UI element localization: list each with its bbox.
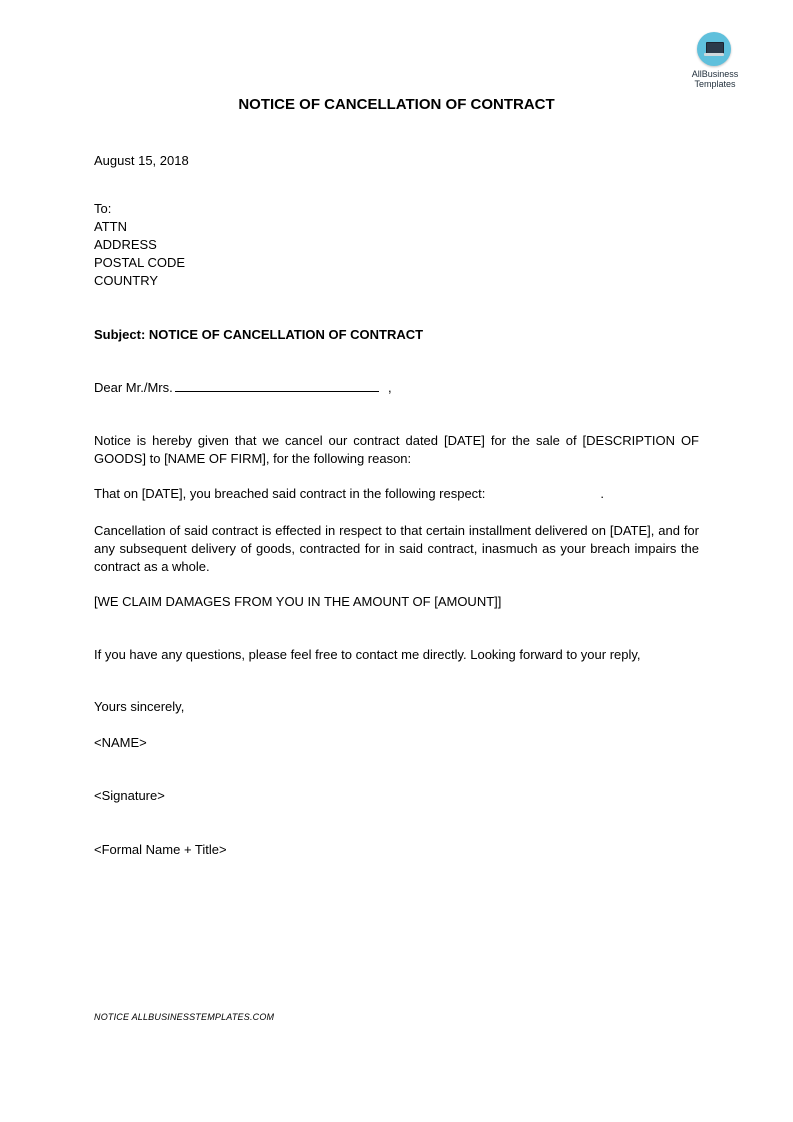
salutation: Dear Mr./Mrs. ,	[94, 380, 392, 395]
paragraph-damages: [WE CLAIM DAMAGES FROM YOU IN THE AMOUNT OF [AMOUNT]]	[94, 594, 502, 609]
formal-name-title: <Formal Name + Title>	[94, 842, 227, 857]
paragraph-breach: That on [DATE], you breached said contract in the following respect: .	[94, 486, 605, 501]
address-attn: ATTN	[94, 219, 127, 234]
laptop-icon	[697, 32, 731, 66]
subject-line: Subject: NOTICE OF CANCELLATION OF CONTRACT	[94, 327, 424, 342]
name-blank-line	[175, 380, 379, 392]
document-title: NOTICE OF CANCELLATION OF CONTRACT	[238, 96, 555, 113]
closing: Yours sincerely,	[94, 699, 185, 714]
paragraph-cancellation: Cancellation of said contract is effected in respect to that certain installment delivered on [DATE], and for any subsequent delivery of goods, contracted for in said contract, inasmuch as your breach impairs the contract as a whole.	[94, 523, 699, 574]
company-logo	[686, 32, 744, 90]
signature-placeholder: <Signature>	[94, 788, 165, 803]
address-postal: POSTAL CODE	[94, 255, 186, 270]
letter-date: August 15, 2018	[94, 153, 189, 168]
logo-text: AllBusiness Templates	[691, 69, 739, 89]
paragraph-questions: If you have any questions, please feel free to contact me directly. Looking forward to your reply,	[94, 647, 641, 662]
paragraph-notice: Notice is hereby given that we cancel our contract dated [DATE] for the sale of [DESCRIPTION OF GOODS] to [NAME OF FIRM], for the following reason:	[94, 433, 699, 466]
address-country: COUNTRY	[94, 273, 159, 288]
sender-name: <NAME>	[94, 735, 147, 750]
address-to: To:	[94, 201, 112, 216]
page-footer: NOTICE ALLBUSINESSTEMPLATES.COM	[94, 1012, 275, 1022]
address-street: ADDRESS	[94, 237, 157, 252]
